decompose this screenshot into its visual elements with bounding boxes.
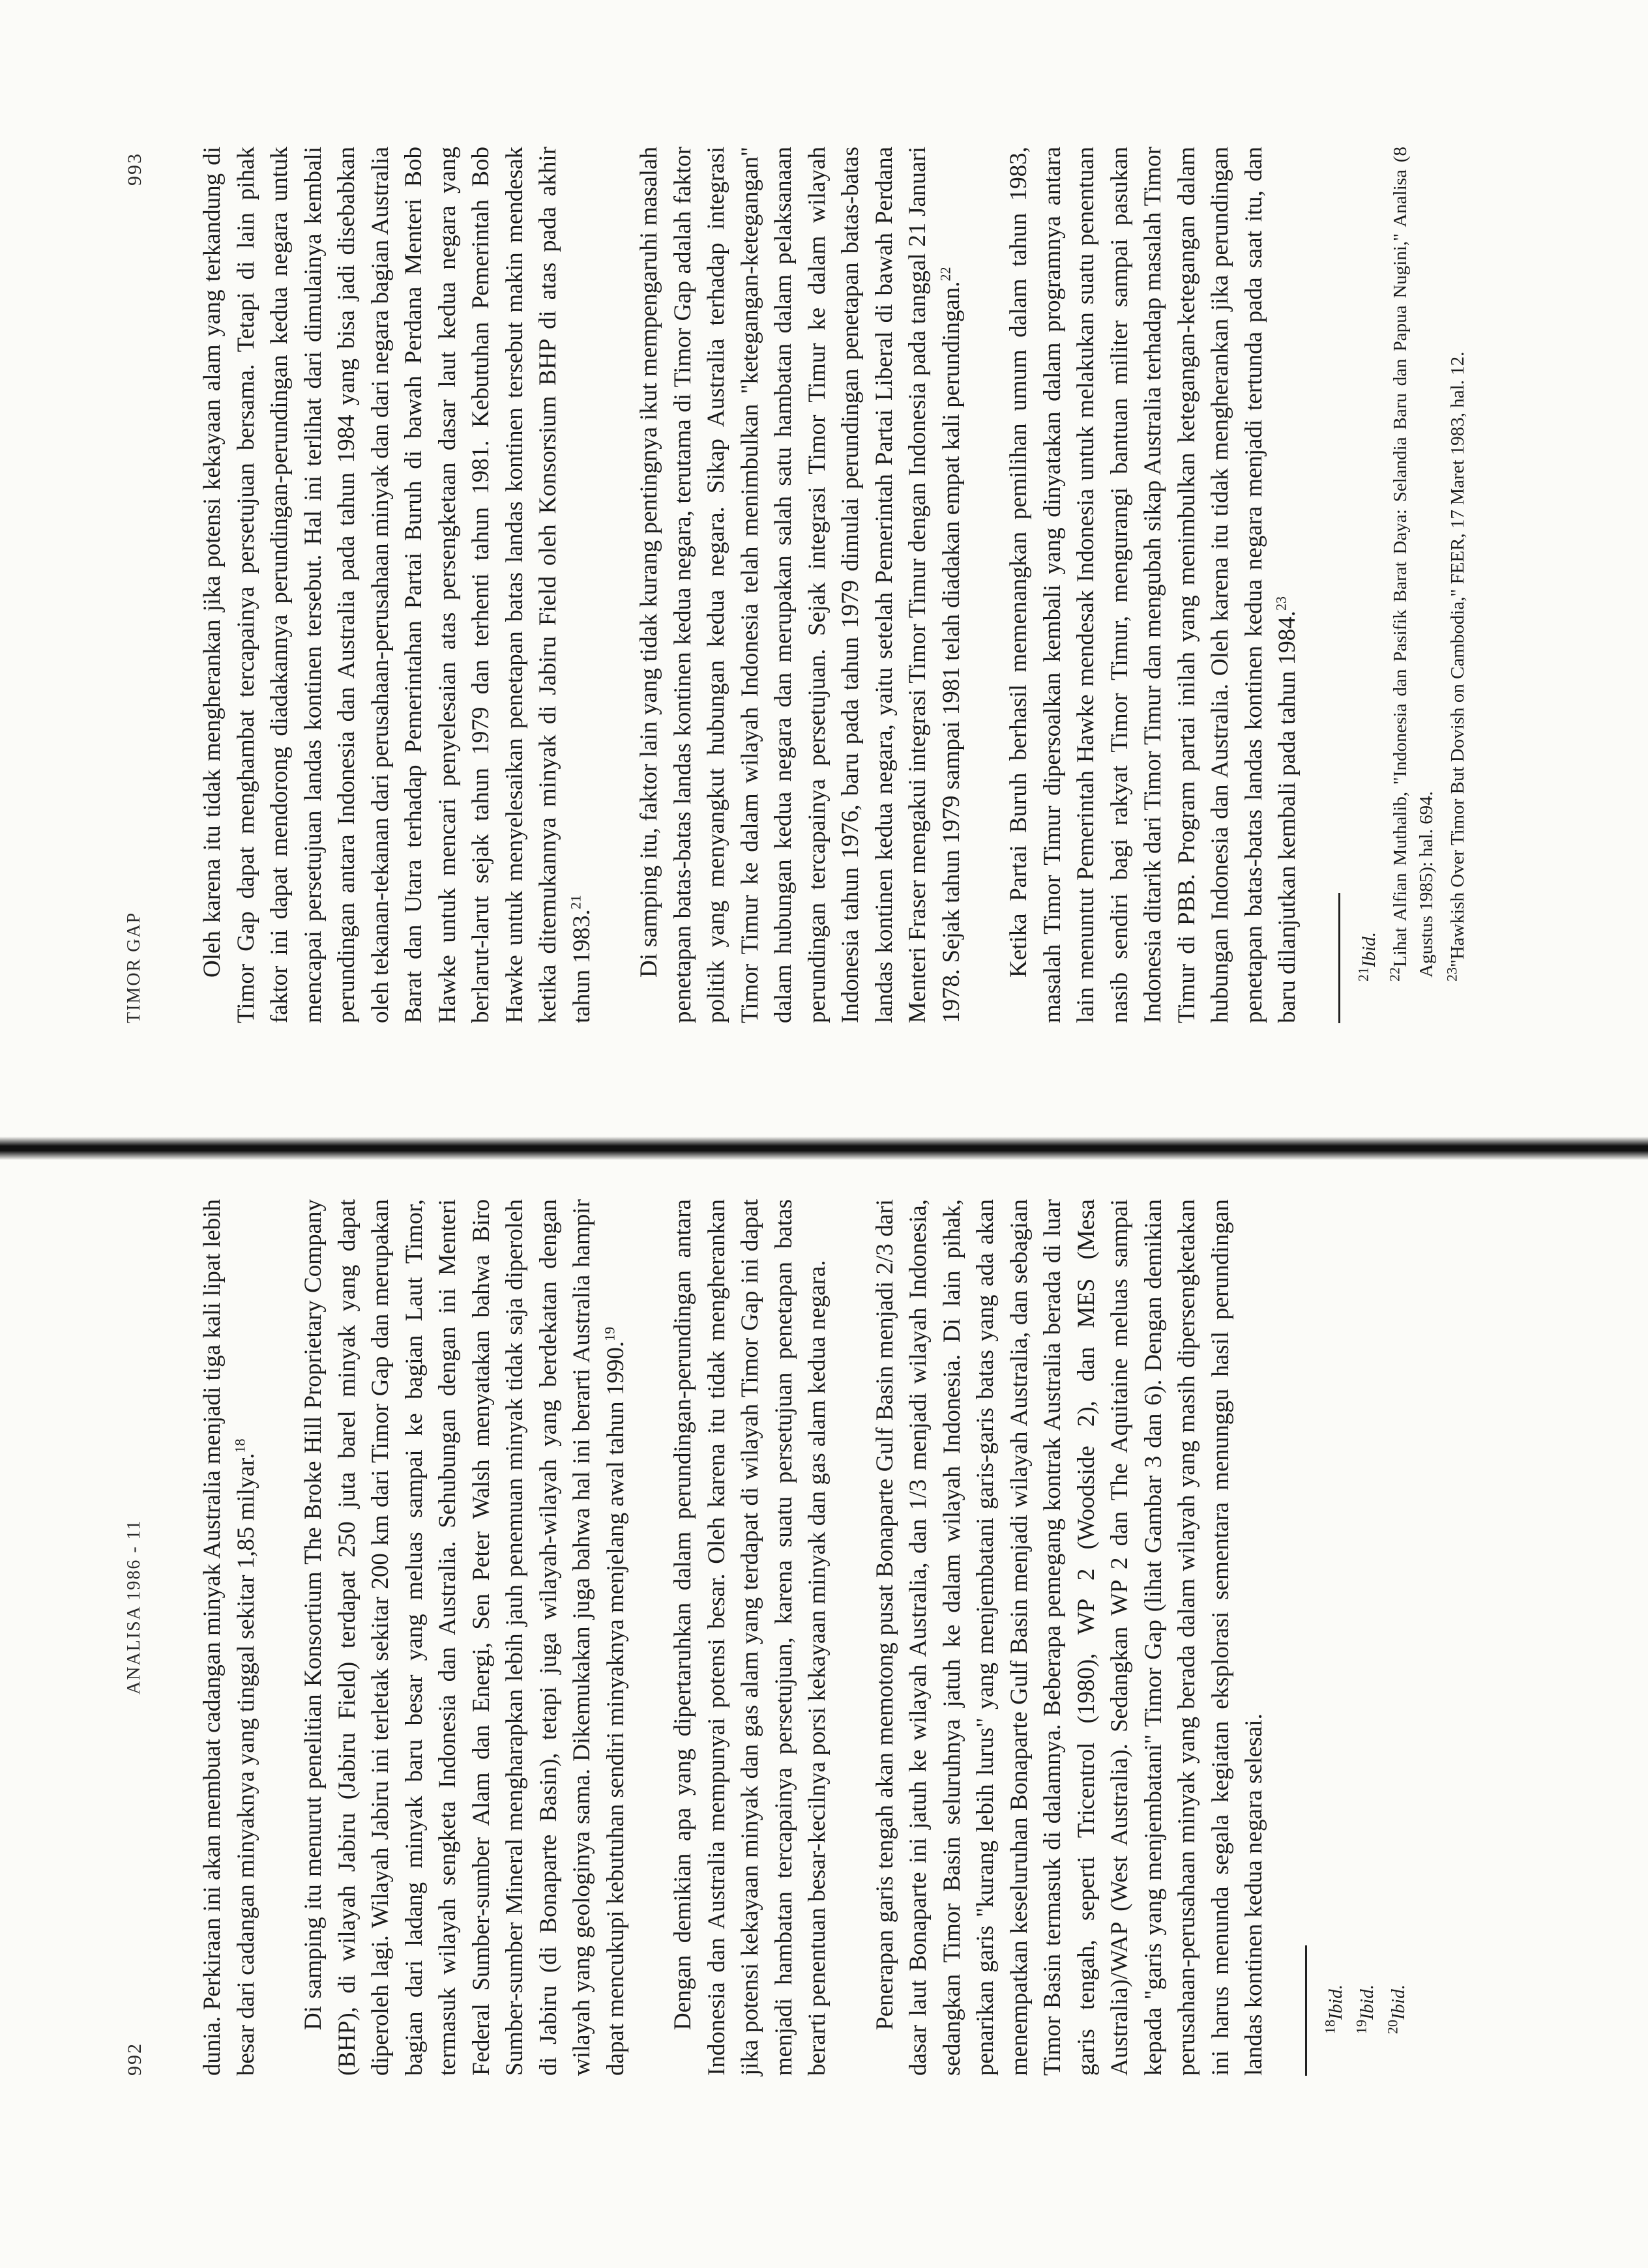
footnote-rule bbox=[1338, 893, 1340, 1023]
paragraph: Ketika Partai Buruh berhasil memenangkan pemilihan umum dalam tahun 1983, masalah Timor Timur dipersoalkan kembali yang dinyatakan dalam programnya antara lain menuntut Pemerintah Hawke mendesak Indonesia untuk melakukan suatu penentuan nasib sendiri bagi rakyat Timor Timur, mengurangi bantuan militer sampai pasukan Indonesia ditarik dari Timor Timur dan mengubah sikap Australia terhadap masalah Timor Timur di PBB. Program partai inilah yang menimbulkan ketegangan-ketegangan dalam hubungan Indonesia dan Australia. Oleh karena itu tidak mengherankan jika perundingan penetapan batas-batas landas kontinen kedua negara menjadi tertunda pada saat itu, dan baru dilanjutkan kembali pada tahun 1984.23 bbox=[1005, 147, 1301, 1023]
paragraph: Di samping itu menurut penelitian Konsortium The Broke Hill Proprietary Company (BHP), di wilayah Jabiru (Jabiru Field) terdapat 250 juta barel minyak yang dapat diperoleh lagi. Wilayah Jabiru ini terletak sekitar 200 km dari Timor Gap dan merupakan bagian dari ladang minyak baru besar yang meluas sampai ke bagian Laut Timor, termasuk wilayah sengketa Indonesia dan Australia. Sehubungan dengan ini Menteri Federal Sumber-sumber Alam dan Energi, Sen Peter Walsh menyatakan bahwa Biro Sumber-sumber Mineral mengharapkan lebih jauh penemuan minyak tidak saja diperoleh di Jabiru (di Bonaparte Basin), tetapi juga wilayah-wilayah yang berdekatan dengan wilayah yang geologinya sama. Dikemukakan juga bahwa hal ini berarti Australia hampir dapat mencukupi kebutuhan sendiri minyaknya menjelang awal tahun 1990.19 bbox=[300, 1199, 629, 2076]
footnote: $^{20}$Ibid. bbox=[1383, 1984, 1409, 2034]
footnote: $^{23}$"Hawkish Over Timor But Dovish on Cambodia," FEER, 17 Maret 1983, hal. 12. bbox=[1443, 351, 1468, 981]
footnote: $^{19}$Ibid. bbox=[1352, 1984, 1377, 2034]
footnotes bbox=[1356, 147, 1471, 1023]
footnote: $^{22}$Lihat Alfian Muthalib, "Indonesia dan Pasifik Barat Daya: Selandia Baru dan Papua Nugini," Analisa (8 Agustus 1985): hal. 694. bbox=[1385, 147, 1437, 981]
paragraph: Di samping itu, faktor lain yang tidak kurang pentingnya ikut mempengaruhi masalah penetapan batas-batas landas kontinen kedua negara, terutama di Timor Gap adalah faktor politik yang menyangkut hubungan kedua negara. Sikap Australia terhadap integrasi Timor Timur ke dalam wilayah Indonesia telah menimbulkan "ketegangan-ketegangan" dalam hubungan kedua negara dan merupakan salah satu hambatan dalam pelaksanaan perundingan tercapainya persetujuan. Sejak integrasi Timor Timur ke dalam wilayah Indonesia tahun 1976, baru pada tahun 1979 dimulai perundingan penetapan batas-batas landas kontinen kedua negara, yaitu setelah Pemerintah Partai Liberal di bawah Perdana Menteri Fraser mengakui integrasi Timor Timur dengan Indonesia pada tanggal 21 Januari 1978. Sejak tahun 1979 sampai 1981 telah diadakan empat kali perundingan.$^{22}$ bbox=[636, 147, 965, 1023]
footnote-ref: 22 bbox=[937, 267, 954, 282]
running-head: TIMOR GAP bbox=[124, 911, 144, 1023]
footnote-ref: 19 bbox=[601, 1326, 618, 1341]
paragraph: Dengan demikian apa yang dipertaruhkan dalam perundingan-perundingan antara Indonesia dan Australia mempunyai potensi besar. Oleh karena itu tidak mengherankan jika potensi kekayaan minyak dan gas alam yang terdapat di wilayah Timor Gap ini dapat menjadi hambatan tercapainya persetujuan, karena suatu persetujuan penetapan batas berarti penentuan besar-kecilnya porsi kekayaan minyak dan gas alam kedua negara. bbox=[670, 1199, 831, 2076]
page-number: 992 bbox=[124, 2043, 145, 2076]
left-page bbox=[0, 1134, 1648, 2268]
page-number: 993 bbox=[124, 153, 145, 186]
footnote-rule bbox=[1305, 1945, 1307, 2076]
footnotes bbox=[1323, 1199, 1411, 2076]
footnote-ref: 23 bbox=[1273, 596, 1289, 611]
footnote: $^{21}$Ibid. bbox=[1354, 932, 1379, 981]
footnote-ref: 21 bbox=[567, 895, 584, 910]
paragraph: Penerapan garis tengah akan memotong pusat Bonaparte Gulf Basin menjadi 2/3 dari dasar laut Bonaparte ini jatuh ke wilayah Australia, dan 1/3 menjadi wilayah Indonesia, sedangkan Timor Basin seluruhnya jatuh ke dalam wilayah Indonesia. Di lain pihak, penarikan garis "kurang lebih lurus" yang menjembatani garis-garis batas yang ada akan menempatkan keseluruhan Bonaparte Gulf Basin menjadi wilayah Australia, dan sebagian Timor Basin termasuk di dalamnya. Beberapa pemegang kontrak Australia berada di luar garis tengah, seperti Tricentrol (1980), WP 2 (Woodside 2), dan MES (Mesa Australia)/WAP (West Australia). Sedangkan WP 2 dan The Aquitaine meluas sampai kepada "garis yang menjembatani" Timor Gap (lihat Gambar 3 dan 6). Dengan demikian perusahaan-perusahaan minyak yang berada dalam wilayah yang masih dipersengketakan ini harus menunda segala kegiatan eksplorasi sementara menunggu hasil perundingan landas kontinen kedua negara selesai. bbox=[871, 1199, 1267, 2076]
paragraph: Oleh karena itu tidak mengherankan jika potensi kekayaan alam yang terkandung di Timor Gap dapat menghambat tercapainya persetujuan bersama. Tetapi di lain pihak faktor ini dapat mendorong diadakannya perundingan-perundingan kedua negara untuk mencapai persetujuan landas kontinen tersebut. Hal ini terlihat dari dimulainya kembali perundingan antara Indonesia dan Australia pada tahun 1984 yang bisa jadi disebabkan oleh tekanan-tekanan dari perusahaan-perusahaan minyak dan dari negara bagian Australia Barat dan Utara terhadap Pemerintahan Partai Buruh di bawah Perdana Menteri Bob Hawke untuk mencari penyelesaian atas persengketaan dasar laut kedua negara yang berlarut-larut sejak tahun 1979 dan terhenti tahun 1981. Kebutuhan Pemerintah Bob Hawke untuk menyelesaikan penetapan batas landas kontinen tersebut makin mendesak ketika ditemukannya minyak di Jabiru Field oleh Konsorsium BHP di atas pada akhir tahun 1983.21 bbox=[199, 147, 595, 1023]
footnote-ref: 18 bbox=[231, 1438, 248, 1453]
right-text-column bbox=[196, 147, 1476, 1023]
left-text-column bbox=[196, 1199, 1417, 2076]
binding-gutter bbox=[0, 1137, 1648, 1160]
running-head: ANALISA 1986 - 11 bbox=[124, 1519, 144, 1694]
footnote: $^{18}$Ibid. bbox=[1321, 1984, 1346, 2034]
paragraph: dunia. Perkiraan ini akan membuat cadangan minyak Australia menjadi tiga kali lipat lebih besar dari cadangan minyaknya yang tinggal sekitar 1,85 milyar.$^{18}$ bbox=[199, 1199, 259, 2076]
